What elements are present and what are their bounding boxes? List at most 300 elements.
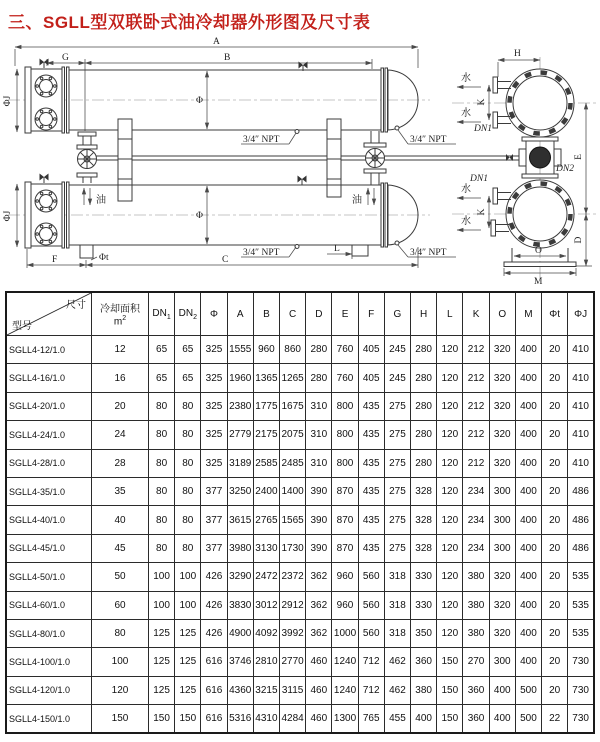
value-cell: 730 [568, 648, 594, 676]
value-cell: 320 [489, 449, 515, 477]
value-cell: 275 [384, 477, 410, 505]
value-cell: 712 [358, 648, 384, 676]
value-cell: 410 [568, 449, 594, 477]
value-cell: 486 [568, 477, 594, 505]
value-cell: 120 [437, 449, 463, 477]
dim-label-e: E [574, 154, 584, 160]
value-cell: 616 [201, 676, 227, 704]
value-cell: 960 [332, 563, 358, 591]
value-cell: 28 [92, 449, 149, 477]
npt-label: 3/4″ NPT [410, 248, 447, 258]
value-cell: 3012 [253, 591, 279, 619]
value-cell: 3250 [227, 477, 253, 505]
oil-label: 油 [352, 195, 362, 206]
value-cell: 360 [463, 676, 489, 704]
value-cell: 462 [384, 648, 410, 676]
value-cell: 960 [332, 591, 358, 619]
table-row [6, 506, 594, 534]
value-cell: 2075 [280, 421, 306, 449]
value-cell: 400 [489, 676, 515, 704]
value-cell: 390 [306, 477, 332, 505]
value-cell: 80 [175, 534, 201, 562]
value-cell: 310 [306, 421, 332, 449]
value-cell: 310 [306, 449, 332, 477]
column-header: A [227, 292, 253, 336]
npt-label: 3/4″ NPT [243, 248, 280, 258]
value-cell: 65 [175, 364, 201, 392]
value-cell: 1555 [227, 336, 253, 364]
table-row [6, 648, 594, 676]
value-cell: 20 [542, 421, 568, 449]
value-cell: 2380 [227, 392, 253, 420]
value-cell: 3746 [227, 648, 253, 676]
table-row [6, 477, 594, 505]
value-cell: 100 [175, 591, 201, 619]
value-cell: 60 [92, 591, 149, 619]
value-cell: 426 [201, 619, 227, 647]
value-cell: 20 [542, 364, 568, 392]
value-cell: 1675 [280, 392, 306, 420]
value-cell: 870 [332, 477, 358, 505]
value-cell: 500 [515, 705, 541, 734]
value-cell: 870 [332, 534, 358, 562]
water-label: 水 [461, 73, 471, 84]
value-cell: 150 [149, 705, 175, 734]
value-cell: 280 [306, 364, 332, 392]
value-cell: 120 [437, 563, 463, 591]
value-cell: 270 [463, 648, 489, 676]
value-cell: 2770 [280, 648, 306, 676]
value-cell: 400 [515, 421, 541, 449]
value-cell: 400 [515, 364, 541, 392]
value-cell: 120 [437, 421, 463, 449]
value-cell: 426 [201, 591, 227, 619]
vent-valve-icon [40, 174, 49, 184]
value-cell: 80 [149, 392, 175, 420]
value-cell: 20 [542, 336, 568, 364]
model-cell: SGLL4-45/1.0 [6, 534, 92, 562]
model-cell: SGLL4-16/1.0 [6, 364, 92, 392]
value-cell: 765 [358, 705, 384, 734]
value-cell: 400 [489, 705, 515, 734]
value-cell: 500 [515, 676, 541, 704]
value-cell: 125 [149, 676, 175, 704]
value-cell: 3615 [227, 506, 253, 534]
value-cell: 712 [358, 676, 384, 704]
value-cell: 3992 [280, 619, 306, 647]
table-row [6, 364, 594, 392]
value-cell: 800 [332, 449, 358, 477]
value-cell: 460 [306, 676, 332, 704]
value-cell: 380 [463, 591, 489, 619]
oil-valve-icon [366, 149, 385, 168]
value-cell: 300 [489, 648, 515, 676]
oil-label: 油 [96, 195, 106, 206]
end-view [452, 49, 598, 287]
value-cell: 20 [92, 392, 149, 420]
value-cell: 760 [332, 364, 358, 392]
value-cell: 410 [568, 421, 594, 449]
value-cell: 4092 [253, 619, 279, 647]
table-row [6, 676, 594, 704]
top-side-view [3, 37, 456, 145]
table-row [6, 591, 594, 619]
water-port [491, 220, 509, 236]
value-cell: 280 [411, 336, 437, 364]
value-cell: 3189 [227, 449, 253, 477]
vent-valve-icon [298, 176, 307, 186]
model-cell: SGLL4-50/1.0 [6, 563, 92, 591]
value-cell: 390 [306, 534, 332, 562]
dim-label-phi-j: ΦJ [3, 210, 13, 222]
dim-label-phi-t: Φt [99, 253, 109, 263]
dim-label-b: B [224, 53, 231, 63]
value-cell: 212 [463, 449, 489, 477]
dim-label-c: C [222, 255, 229, 265]
column-header: C [280, 292, 306, 336]
value-cell: 1565 [280, 506, 306, 534]
table-row [6, 421, 594, 449]
value-cell: 80 [149, 477, 175, 505]
value-cell: 20 [542, 676, 568, 704]
value-cell: 760 [332, 336, 358, 364]
value-cell: 318 [384, 619, 410, 647]
table-header-row [6, 292, 594, 336]
value-cell: 400 [515, 563, 541, 591]
value-cell: 380 [411, 676, 437, 704]
value-cell: 150 [175, 705, 201, 734]
value-cell: 280 [306, 336, 332, 364]
value-cell: 1000 [332, 619, 358, 647]
dim-label-k: K [477, 208, 487, 216]
water-label: 水 [461, 184, 471, 195]
model-cell: SGLL4-100/1.0 [6, 648, 92, 676]
value-cell: 45 [92, 534, 149, 562]
value-cell: 5316 [227, 705, 253, 734]
shell-end-circle [506, 69, 574, 137]
flange-port [35, 75, 57, 97]
table-row [6, 563, 594, 591]
value-cell: 125 [149, 648, 175, 676]
value-cell: 320 [489, 364, 515, 392]
column-header: ΦJ [568, 292, 594, 336]
value-cell: 400 [515, 591, 541, 619]
vent-valve-icon [40, 59, 49, 69]
value-cell: 1240 [332, 676, 358, 704]
value-cell: 16 [92, 364, 149, 392]
value-cell: 426 [201, 563, 227, 591]
column-header: $DN_1$ [149, 292, 175, 336]
oil-cooler-drawing [0, 35, 600, 289]
value-cell: 80 [149, 421, 175, 449]
value-cell: 24 [92, 421, 149, 449]
value-cell: 65 [149, 364, 175, 392]
model-cell: SGLL4-12/1.0 [6, 336, 92, 364]
value-cell: 616 [201, 648, 227, 676]
value-cell: 80 [175, 506, 201, 534]
dim-label-phi: Φ [196, 96, 203, 106]
value-cell: 2472 [253, 563, 279, 591]
value-cell: 410 [568, 364, 594, 392]
value-cell: 400 [515, 619, 541, 647]
value-cell: 362 [306, 619, 332, 647]
model-cell: SGLL4-40/1.0 [6, 506, 92, 534]
value-cell: 150 [437, 676, 463, 704]
value-cell: 212 [463, 392, 489, 420]
value-cell: 730 [568, 676, 594, 704]
value-cell: 380 [463, 563, 489, 591]
value-cell: 20 [542, 648, 568, 676]
value-cell: 275 [384, 534, 410, 562]
value-cell: 330 [411, 563, 437, 591]
value-cell: 80 [175, 449, 201, 477]
column-header: B [253, 292, 279, 336]
value-cell: 3830 [227, 591, 253, 619]
value-cell: 960 [253, 336, 279, 364]
value-cell: 4284 [280, 705, 306, 734]
dim-label-phi: Φ [196, 211, 203, 221]
flange-port [35, 223, 57, 245]
value-cell: 2175 [253, 421, 279, 449]
model-cell: SGLL4-24/1.0 [6, 421, 92, 449]
value-cell: 80 [92, 619, 149, 647]
value-cell: 3290 [227, 563, 253, 591]
column-header: Φt [542, 292, 568, 336]
value-cell: 1265 [280, 364, 306, 392]
column-header: H [411, 292, 437, 336]
value-cell: 20 [542, 392, 568, 420]
dn1-label: DN1 [474, 124, 492, 134]
value-cell: 325 [201, 336, 227, 364]
shell-end-circle [506, 180, 574, 248]
value-cell: 80 [149, 449, 175, 477]
value-cell: 212 [463, 364, 489, 392]
value-cell: 4310 [253, 705, 279, 734]
water-label: 水 [461, 108, 471, 119]
value-cell: 50 [92, 563, 149, 591]
value-cell: 400 [515, 506, 541, 534]
value-cell: 20 [542, 591, 568, 619]
value-cell: 310 [306, 392, 332, 420]
value-cell: 80 [175, 421, 201, 449]
value-cell: 3215 [253, 676, 279, 704]
value-cell: 280 [411, 449, 437, 477]
dim-label-k: K [477, 98, 487, 106]
value-cell: 560 [358, 619, 384, 647]
value-cell: 435 [358, 392, 384, 420]
table-row [6, 336, 594, 364]
value-cell: 300 [489, 477, 515, 505]
table-row [6, 705, 594, 734]
table-row [6, 449, 594, 477]
value-cell: 362 [306, 591, 332, 619]
value-cell: 400 [515, 392, 541, 420]
level-gauge [118, 119, 132, 201]
column-header: F [358, 292, 384, 336]
value-cell: 245 [384, 364, 410, 392]
value-cell: 360 [463, 705, 489, 734]
value-cell: 535 [568, 619, 594, 647]
value-cell: 320 [489, 563, 515, 591]
value-cell: 125 [175, 676, 201, 704]
column-header: M [515, 292, 541, 336]
dim-label-g: G [62, 53, 69, 63]
value-cell: 2765 [253, 506, 279, 534]
value-cell: 300 [489, 506, 515, 534]
value-cell: 40 [92, 506, 149, 534]
model-cell: SGLL4-80/1.0 [6, 619, 92, 647]
value-cell: 150 [92, 705, 149, 734]
value-cell: 410 [568, 336, 594, 364]
value-cell: 234 [463, 477, 489, 505]
value-cell: 435 [358, 477, 384, 505]
value-cell: 65 [175, 336, 201, 364]
value-cell: 400 [515, 534, 541, 562]
middle-piping [77, 119, 522, 206]
value-cell: 80 [175, 392, 201, 420]
value-cell: 320 [489, 619, 515, 647]
model-cell: SGLL4-28/1.0 [6, 449, 92, 477]
value-cell: 280 [411, 364, 437, 392]
value-cell: 435 [358, 506, 384, 534]
page-title: 三、SGLL型双联卧式油冷却器外形图及尺寸表 [8, 13, 371, 32]
value-cell: 325 [201, 364, 227, 392]
value-cell: 20 [542, 506, 568, 534]
column-header: D [306, 292, 332, 336]
drain-plug [295, 130, 299, 134]
value-cell: 730 [568, 705, 594, 734]
table-row [6, 392, 594, 420]
value-cell: 2779 [227, 421, 253, 449]
dim-label-d: D [574, 236, 584, 244]
flange-port [35, 190, 57, 212]
value-cell: 1730 [280, 534, 306, 562]
value-cell: 4360 [227, 676, 253, 704]
value-cell: 462 [384, 676, 410, 704]
column-header: L [437, 292, 463, 336]
value-cell: 362 [306, 563, 332, 591]
value-cell: 328 [411, 506, 437, 534]
value-cell: 870 [332, 506, 358, 534]
value-cell: 120 [437, 506, 463, 534]
value-cell: 1775 [253, 392, 279, 420]
value-cell: 616 [201, 705, 227, 734]
value-cell: 120 [437, 619, 463, 647]
model-cell: SGLL4-150/1.0 [6, 705, 92, 734]
value-cell: 800 [332, 392, 358, 420]
value-cell: 486 [568, 534, 594, 562]
value-cell: 120 [437, 364, 463, 392]
value-cell: 318 [384, 591, 410, 619]
value-cell: 280 [411, 421, 437, 449]
value-cell: 3980 [227, 534, 253, 562]
value-cell: 800 [332, 421, 358, 449]
value-cell: 275 [384, 506, 410, 534]
table-row [6, 534, 594, 562]
base-plate [504, 262, 576, 267]
value-cell: 320 [489, 421, 515, 449]
drain-nozzle [80, 245, 93, 258]
drain-plug [395, 126, 399, 130]
value-cell: 212 [463, 421, 489, 449]
column-header: G [384, 292, 410, 336]
oil-valve-icon [78, 150, 97, 169]
value-cell: 100 [175, 563, 201, 591]
value-cell: 280 [411, 392, 437, 420]
dim-label-a: A [213, 37, 220, 47]
value-cell: 325 [201, 449, 227, 477]
value-cell: 125 [175, 648, 201, 676]
value-cell: 80 [175, 477, 201, 505]
column-header: Φ [201, 292, 227, 336]
value-cell: 3115 [280, 676, 306, 704]
value-cell: 380 [463, 619, 489, 647]
value-cell: 1400 [280, 477, 306, 505]
value-cell: 400 [411, 705, 437, 734]
value-cell: 405 [358, 336, 384, 364]
npt-label: 3/4″ NPT [243, 135, 280, 145]
value-cell: 300 [489, 534, 515, 562]
value-cell: 1240 [332, 648, 358, 676]
model-cell: SGLL4-120/1.0 [6, 676, 92, 704]
value-cell: 318 [384, 563, 410, 591]
value-cell: 460 [306, 648, 332, 676]
value-cell: 320 [489, 392, 515, 420]
value-cell: 390 [306, 506, 332, 534]
dn2-valve-icon [530, 147, 551, 168]
value-cell: 234 [463, 506, 489, 534]
value-cell: 212 [463, 336, 489, 364]
value-cell: 275 [384, 449, 410, 477]
value-cell: 328 [411, 477, 437, 505]
value-cell: 320 [489, 591, 515, 619]
value-cell: 80 [149, 506, 175, 534]
value-cell: 455 [384, 705, 410, 734]
value-cell: 2912 [280, 591, 306, 619]
value-cell: 435 [358, 534, 384, 562]
value-cell: 377 [201, 534, 227, 562]
value-cell: 400 [515, 477, 541, 505]
value-cell: 120 [437, 534, 463, 562]
column-header: 尺寸 型号 [6, 292, 92, 336]
value-cell: 560 [358, 563, 384, 591]
value-cell: 2585 [253, 449, 279, 477]
value-cell: 2485 [280, 449, 306, 477]
value-cell: 120 [437, 477, 463, 505]
model-cell: SGLL4-20/1.0 [6, 392, 92, 420]
value-cell: 328 [411, 534, 437, 562]
value-cell: 20 [542, 449, 568, 477]
value-cell: 150 [437, 648, 463, 676]
value-cell: 486 [568, 506, 594, 534]
value-cell: 100 [92, 648, 149, 676]
value-cell: 535 [568, 563, 594, 591]
value-cell: 350 [411, 619, 437, 647]
table-row [6, 619, 594, 647]
value-cell: 460 [306, 705, 332, 734]
value-cell: 125 [175, 619, 201, 647]
value-cell: 560 [358, 591, 384, 619]
value-cell: 325 [201, 421, 227, 449]
value-cell: 400 [515, 449, 541, 477]
value-cell: 1960 [227, 364, 253, 392]
bottom-side-view [3, 174, 456, 269]
value-cell: 20 [542, 619, 568, 647]
value-cell: 125 [149, 619, 175, 647]
dim-label-o: O [535, 246, 542, 256]
value-cell: 20 [542, 477, 568, 505]
dim-label-l: L [334, 244, 340, 254]
